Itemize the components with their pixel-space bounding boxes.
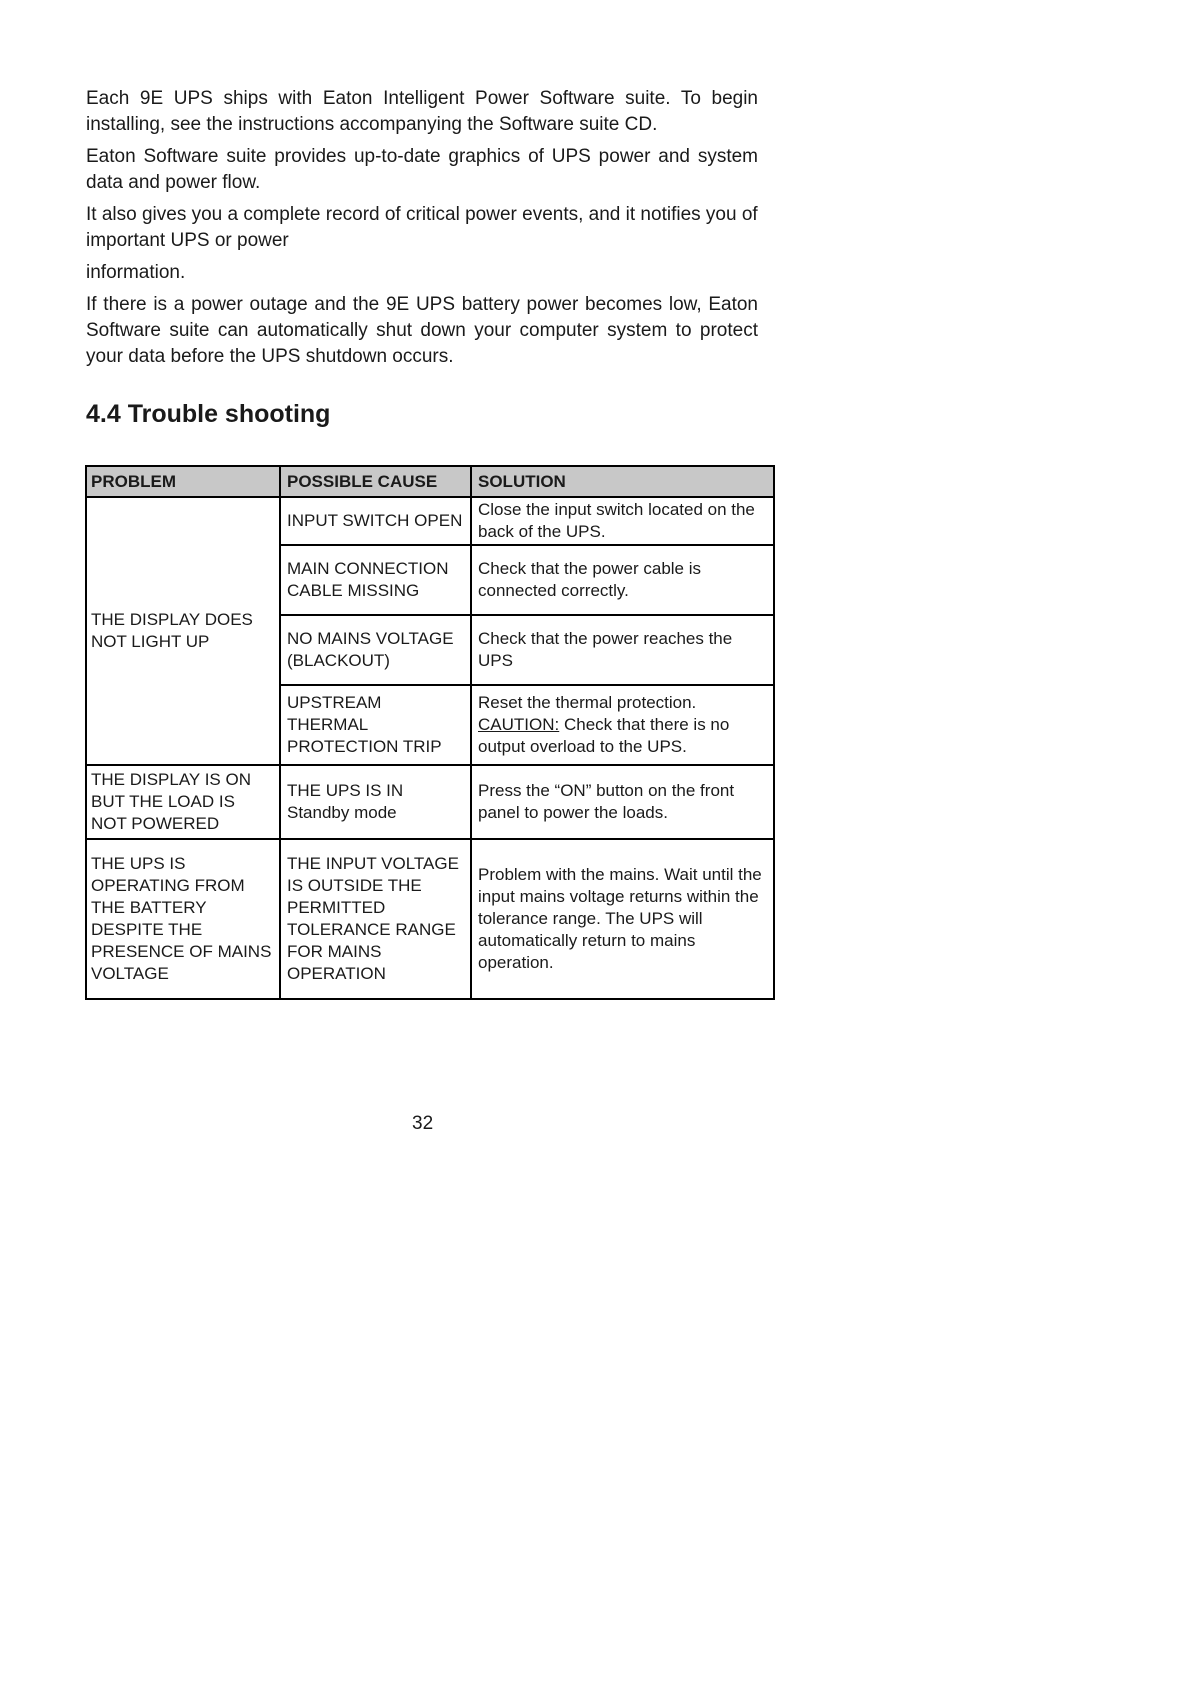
solution-cell: Press the “ON” button on the front panel to power the loads. <box>471 765 774 839</box>
solution-cell: Check that the power cable is connected correctly. <box>471 545 774 615</box>
solution-cell: Problem with the mains. Wait until the input mains voltage returns within the tolerance range. The UPS will automatically return to mains operation. <box>471 839 774 999</box>
page-number: 32 <box>412 1113 434 1134</box>
cause-cell: MAIN CONNECTION CABLE MISSING <box>280 545 471 615</box>
solution-line: Check that there is no output overload to the UPS. <box>478 715 730 756</box>
header-solution: SOLUTION <box>471 466 774 497</box>
cause-cell: UPSTREAM THERMAL PROTECTION TRIP <box>280 685 471 765</box>
solution-line: Reset the thermal protection. <box>478 693 697 712</box>
problem-cell: THE DISPLAY IS ON BUT THE LOAD IS NOT POWERED <box>86 765 280 839</box>
intro-text <box>86 86 758 376</box>
solution-cell: Close the input switch located on the back of the UPS. <box>471 497 774 545</box>
table-row <box>86 765 774 839</box>
cause-cell: NO MAINS VOLTAGE (BLACKOUT) <box>280 615 471 685</box>
section-title: 4.4 Trouble shooting <box>86 400 331 428</box>
troubleshooting-table <box>85 465 775 1000</box>
header-cause: POSSIBLE CAUSE <box>280 466 471 497</box>
intro-paragraph-3: It also gives you a complete record of critical power events, and it notifies you of important UPS or power <box>86 204 758 251</box>
cause-cell: INPUT SWITCH OPEN <box>280 497 471 545</box>
problem-cell: THE DISPLAY DOES NOT LIGHT UP <box>86 497 280 765</box>
intro-paragraph-1: Each 9E UPS ships with Eaton Intelligent Power Software suite. To begin installing, see the instructions accompanying the Software suite CD. <box>86 88 758 135</box>
solution-cell <box>471 685 774 765</box>
solution-cell: Check that the power reaches the UPS <box>471 615 774 685</box>
table-header-row <box>86 466 774 497</box>
table-row <box>86 497 774 545</box>
cause-cell: THE UPS IS IN Standby mode <box>280 765 471 839</box>
intro-paragraph-5: If there is a power outage and the 9E UPS battery power becomes low, Eaton Software suite can automatically shut down your computer system to protect your data before the UPS shutdown occurs. <box>86 294 758 367</box>
intro-paragraph-2: Eaton Software suite provides up-to-date graphics of UPS power and system data and power flow. <box>86 146 758 193</box>
cause-cell: THE INPUT VOLTAGE IS OUTSIDE THE PERMITTED TOLERANCE RANGE FOR MAINS OPERATION <box>280 839 471 999</box>
intro-paragraph-4: information. <box>86 262 186 283</box>
caution-label: CAUTION: <box>478 715 560 734</box>
problem-cell: THE UPS IS OPERATING FROM THE BATTERY DESPITE THE PRESENCE OF MAINS VOLTAGE <box>86 839 280 999</box>
table-row <box>86 839 774 999</box>
header-problem: PROBLEM <box>86 466 280 497</box>
